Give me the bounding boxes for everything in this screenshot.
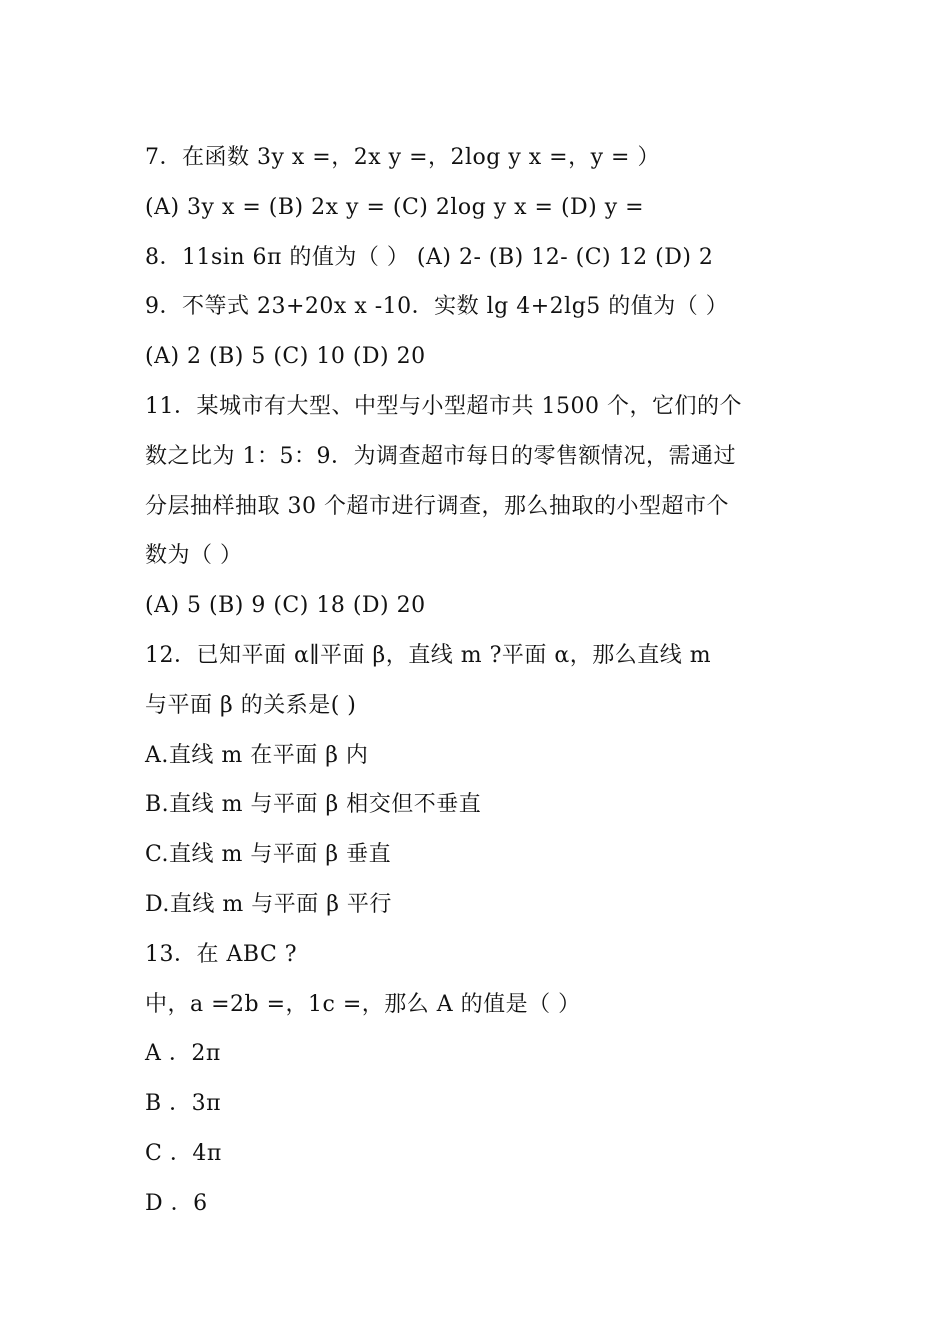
text-line: A.直线 m 在平面 β 内 [145, 742, 369, 768]
text-line: 13．在 ABC ? [145, 941, 298, 967]
text-line: B ．3π [145, 1091, 222, 1117]
text-line: 12．已知平面 α∥平面 β，直线 m ?平面 α，那么直线 m [145, 642, 712, 668]
text-line: (A) 2 (B) 5 (C) 10 (D) 20 [145, 344, 426, 370]
text-line: 中，a =2b =，1c =，那么 A 的值是（ ） [145, 991, 581, 1017]
text-line: 7．在函数 3y x =，2x y =，2log y x =，y = ） [145, 145, 660, 170]
text-line: B.直线 m 与平面 β 相交但不垂直 [145, 792, 482, 818]
text-line: 9．不等式 23+20x x -10．实数 lg 4+2lg5 的值为（ ） [145, 294, 729, 320]
text-line: 11．某城市有大型、中型与小型超市共 1500 个，它们的个 [145, 393, 742, 419]
text-line: A ．2π [145, 1041, 221, 1067]
text-line: D ．6 [145, 1190, 208, 1216]
text-line: C.直线 m 与平面 β 垂直 [145, 842, 392, 868]
text-line: D.直线 m 与平面 β 平行 [145, 891, 392, 917]
text-line: 与平面 β 的关系是( ) [145, 692, 357, 718]
question-text [145, 133, 825, 1229]
text-line: 分层抽样抽取 30 个超市进行调查，那么抽取的小型超市个 [145, 493, 729, 519]
text-line: C ．4π [145, 1140, 222, 1166]
text-line: 8．11sin 6π 的值为（ ） (A) 2- (B) 12- (C) 12 (D) 2 [145, 244, 714, 270]
text-line: 数为（ ） [145, 543, 243, 569]
text-line: (A) 5 (B) 9 (C) 18 (D) 20 [145, 593, 426, 619]
text-line: (A) 3y x = (B) 2x y = (C) 2log y x = (D) y = [145, 194, 645, 220]
text-line: 数之比为 1：5：9．为调查超市每日的零售额情况，需通过 [145, 443, 736, 469]
